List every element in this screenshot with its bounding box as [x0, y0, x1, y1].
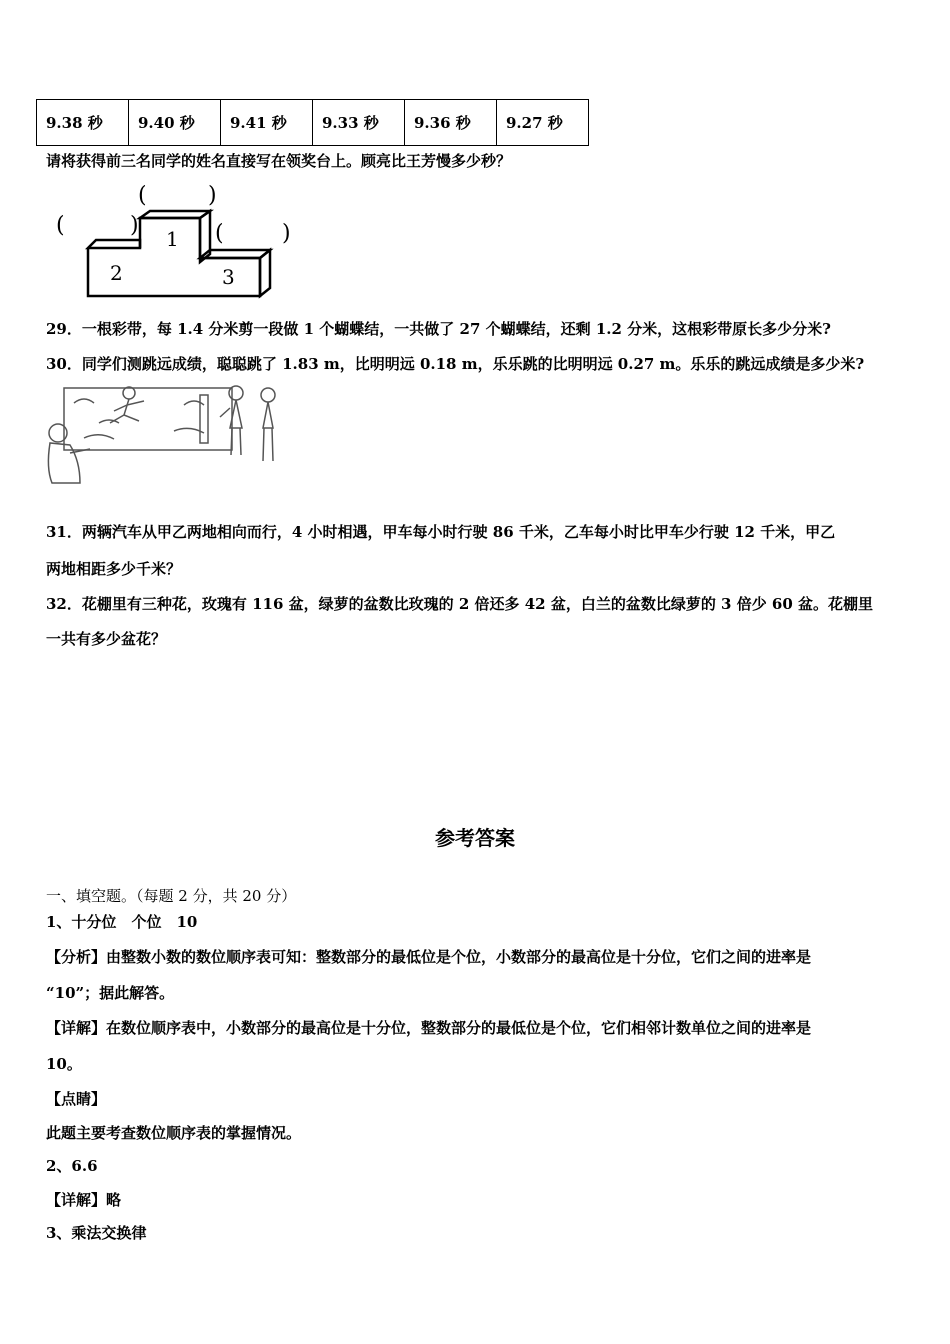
podium-instruction: 请将获得前三名同学的姓名直接写在领奖台上。顾亮比王芳慢多少秒？ [46, 152, 512, 170]
boy-head [261, 388, 275, 402]
answer-3: 3、乘法交换律 [46, 1224, 147, 1242]
question-31-line1: 31．两辆汽车从甲乙两地相向而行，4 小时相遇，甲车每小时行驶 86 千米，乙车每小时比甲车少行驶 12 千米，甲乙 [46, 523, 836, 541]
section-heading: 一、填空题。（每题 2 分，共 20 分） [46, 887, 297, 905]
podium-label-1: 1 [166, 227, 179, 251]
sand-pit [64, 388, 232, 450]
teacher-body [48, 443, 90, 483]
question-32-line2: 一共有多少盆花？ [46, 630, 167, 648]
podium-illustration [50, 180, 310, 305]
question-30: 30．同学们测跳远成绩，聪聪跳了 1.83 m，比明明远 0.18 m，乐乐跳的比明明远 0.27 m。乐乐的跳远成绩是多少米? [46, 355, 865, 373]
bracket-close-3: ) [282, 221, 291, 246]
jumper-head [123, 387, 135, 399]
question-32-line1: 32．花棚里有三种花，玫瑰有 116 盆，绿萝的盆数比玫瑰的 2 倍还多 42 盆，白兰的盆数比绿萝的 3 倍少 60 盆。花棚里 [46, 595, 874, 613]
answer-1-detail-line1: 【详解】在数位顺序表中，小数部分的最高位是十分位，整数部分的最低位是个位，它们相邻计数单位之间的进率是 [46, 1019, 812, 1037]
bracket-open-3: ( [215, 221, 224, 246]
answer-1-analysis-line2: “10”；据此解答。 [46, 984, 175, 1002]
question-29: 29．一根彩带，每 1.4 分米剪一段做 1 个蝴蝶结，一共做了 27 个蝴蝶结，还剩 1.2 分米，这根彩带原长多少分米? [46, 320, 831, 338]
podium-3-side [260, 250, 270, 296]
race-times-table [36, 99, 589, 146]
answer-1-tip-heading: 【点睛】 [46, 1090, 107, 1108]
podium-label-2: 2 [110, 261, 123, 285]
answer-1-detail-line2: 10。 [46, 1055, 82, 1073]
bracket-close-2: ) [130, 213, 139, 238]
podium-2-top [88, 240, 140, 248]
podium-label-3: 3 [222, 265, 235, 289]
answer-1-analysis-line1: 【分析】由整数小数的数位顺序表可知：整数部分的最低位是个位，小数部分的最高位是十分位，它们之间的进率是 [46, 948, 812, 966]
bracket-close-1: ) [208, 183, 217, 208]
bracket-open-1: ( [138, 183, 147, 208]
long-jump-illustration [44, 383, 289, 488]
sand-texture [74, 399, 204, 439]
answer-1: 1、十分位 个位 10 [46, 913, 198, 931]
answers-title: 参考答案 [435, 826, 515, 850]
measure-pole [200, 395, 208, 443]
girl-body [220, 400, 242, 455]
bracket-open-2: ( [56, 213, 65, 238]
jumper-body [110, 399, 144, 423]
time-cell: 9.40 秒 [129, 100, 221, 146]
boy-body [263, 402, 273, 461]
answer-2: 2、6.6 [46, 1157, 98, 1175]
answer-1-tip: 此题主要考查数位顺序表的掌握情况。 [46, 1124, 302, 1142]
time-cell: 9.38 秒 [37, 100, 129, 146]
table-row [37, 100, 589, 146]
question-31-line2: 两地相距多少千米？ [46, 560, 182, 578]
time-cell: 9.27 秒 [497, 100, 589, 146]
time-cell: 9.36 秒 [405, 100, 497, 146]
time-cell: 9.41 秒 [221, 100, 313, 146]
girl-head [229, 386, 243, 400]
answer-2-detail: 【详解】略 [46, 1191, 122, 1209]
time-cell: 9.33 秒 [313, 100, 405, 146]
